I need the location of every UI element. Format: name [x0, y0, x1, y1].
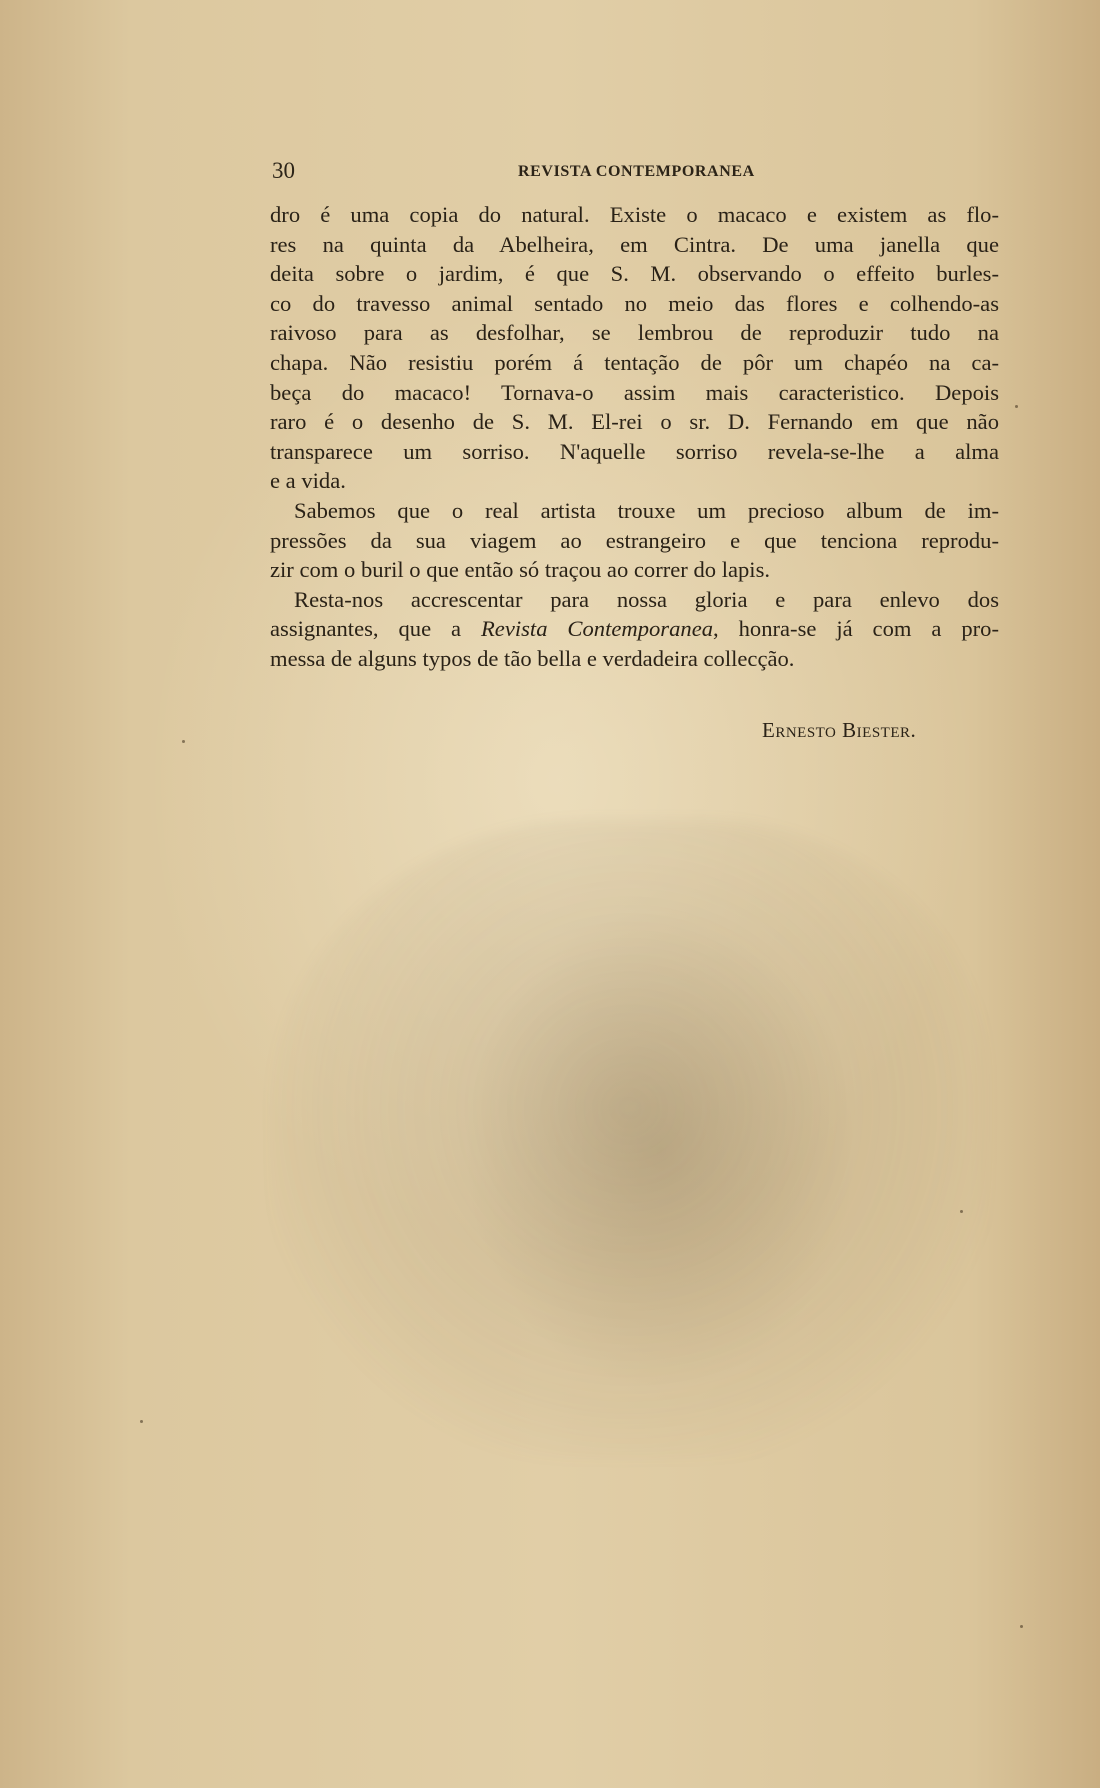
- text-line: Sabemos que o real artista trouxe um precioso album de im-: [294, 497, 999, 523]
- text-line: co do travesso animal sentado no meio das flores e colhendo-as: [270, 290, 999, 316]
- paragraph-2: [270, 496, 999, 585]
- page-number: 30: [272, 158, 295, 183]
- text-line: res na quinta da Abelheira, em Cintra. De uma janella que: [270, 231, 999, 257]
- text-line: Resta-nos accrescentar para nossa gloria e para enlevo dos: [294, 586, 999, 612]
- paper-speck: [1015, 405, 1018, 408]
- paragraph-3: [270, 585, 999, 674]
- paper-speck: [1020, 1625, 1023, 1628]
- text-line: chapa. Não resistiu porém á tentação de pôr um chapéo na ca-: [270, 349, 999, 375]
- text-line: e a vida.: [270, 468, 346, 494]
- text-line: raro é o desenho de S. M. El-rei o sr. D. Fernando em que não: [270, 409, 999, 435]
- paragraph-1: [270, 200, 999, 496]
- author-last-name: Biester.: [842, 718, 917, 742]
- paper-speck: [182, 740, 185, 743]
- text-line: pressões da sua viagem ao estrangeiro e que tenciona reprodu-: [270, 527, 999, 553]
- text-line-with-title: [270, 614, 999, 644]
- text-line: beça do macaco! Tornava-o assim mais caracteristico. Depois: [270, 379, 999, 405]
- text-line: raivoso para as desfolhar, se lembrou de reproduzir tudo na: [270, 320, 999, 346]
- text-fragment: assignantes, que a: [270, 616, 481, 642]
- paper-speck: [140, 1420, 143, 1423]
- author-first-name: Ernesto: [762, 718, 837, 742]
- text-line: deita sobre o jardim, é que S. M. observando o effeito burles-: [270, 261, 999, 287]
- text-line: dro é uma copia do natural. Existe o macaco e existem as flo-: [270, 202, 999, 227]
- text-line: messa de alguns typos de tão bella e verdadeira collecção.: [270, 645, 795, 671]
- author-signature: [762, 718, 916, 743]
- text-fragment: , honra-se já com a pro-: [713, 616, 999, 642]
- text-line: zir com o buril o que então só traçou ao correr do lapis.: [270, 557, 771, 583]
- journal-title: Revista Contemporanea: [481, 616, 714, 642]
- running-head: REVISTA CONTEMPORANEA: [518, 163, 755, 180]
- paper-speck: [960, 1210, 963, 1213]
- show-through-stain: [270, 820, 990, 1460]
- text-line: transparece um sorriso. N'aquelle sorriso revela-se-lhe a alma: [270, 438, 999, 464]
- article-text: [270, 200, 999, 674]
